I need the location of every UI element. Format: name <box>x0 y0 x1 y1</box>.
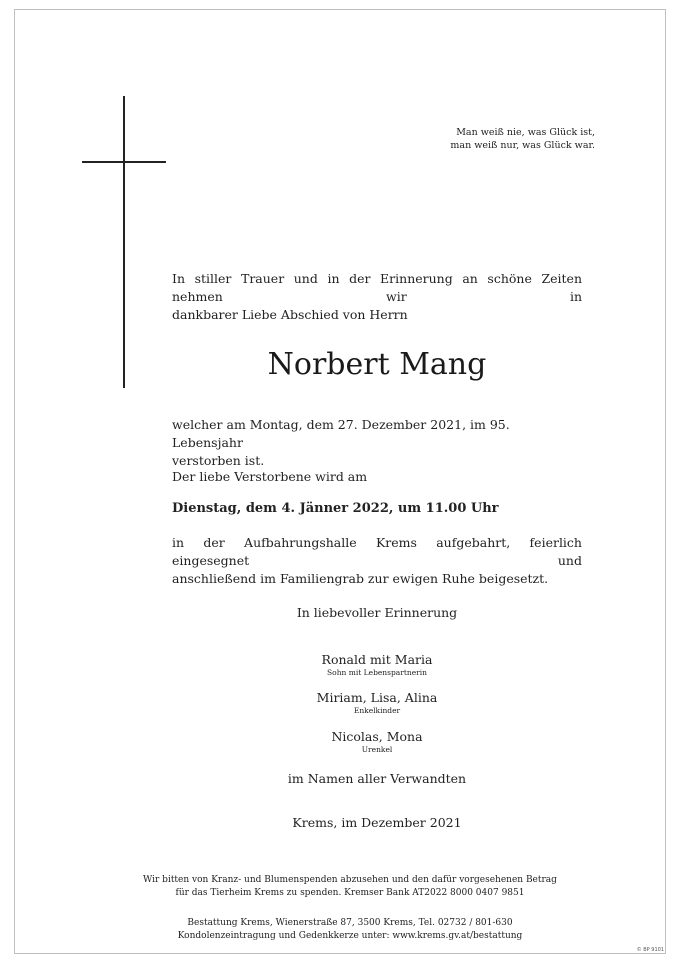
deceased-name: Norbert Mang <box>267 347 487 382</box>
mourner-names: Ronald mit Maria <box>321 652 433 667</box>
mourner-names: Miriam, Lisa, Alina <box>316 690 438 705</box>
memory-line: In liebevoller Erinnerung <box>296 605 458 620</box>
mourner-entry <box>172 690 582 716</box>
intro-line-2: dankbarer Liebe Abschied von Herrn <box>172 307 408 322</box>
donation-request-line-2: für das Tierheim Krems zu spenden. Kremser Bank AT2022 8000 0407 9851 <box>175 887 525 898</box>
donation-request-line-1: Wir bitten von Kranz- und Blumenspenden abzusehen und den dafür vorgesehenen Betrag <box>143 875 557 885</box>
donation-request <box>140 874 560 899</box>
intro-text <box>172 270 582 324</box>
funeral-home-line-1: Bestattung Krems, Wienerstraße 87, 3500 Krems, Tel. 02732 / 801-630 <box>187 918 513 928</box>
burial-info <box>172 534 582 588</box>
mourner-names: Nicolas, Mona <box>331 729 423 744</box>
death-info <box>172 416 582 470</box>
funeral-home-footer <box>140 917 560 942</box>
death-info-line-1: welcher am Montag, dem 27. Dezember 2021, im 95. Lebensjahr <box>172 417 510 450</box>
funeral-home-line-2: Kondolenzeintragung und Gedenkkerze unter: www.krems.gv.at/bestattung <box>177 930 523 941</box>
motto-line-1: Man weiß nie, was Glück ist, <box>456 127 595 138</box>
mourner-entry <box>172 652 582 678</box>
template-code: © BP 9101 <box>636 947 664 953</box>
funeral-date: Dienstag, dem 4. Jänner 2022, um 11.00 Uhr <box>172 501 499 516</box>
death-info-line-2: verstorben ist. <box>172 453 265 468</box>
mourner-relation: Enkelkinder <box>353 706 401 715</box>
mourner-entry <box>172 729 582 755</box>
relatives-line: im Namen aller Verwandten <box>287 771 467 786</box>
burial-info-line-2: anschließend im Familiengrab zur ewigen Ruhe beigesetzt. <box>172 571 549 586</box>
intro-line-1: In stiller Trauer und in der Erinnerung an schöne Zeiten nehmen wir in <box>172 271 582 304</box>
motto-line-2: man weiß nur, was Glück war. <box>450 140 595 151</box>
burial-info-line-1: in der Aufbahrungshalle Krems aufgebahrt, feierlich eingesegnet und <box>172 535 582 568</box>
announcement-text: Der liebe Verstorbene wird am <box>172 469 368 484</box>
mourner-relation: Sohn mit Lebenspartnerin <box>327 668 427 677</box>
cross-horizontal-bar <box>82 161 166 163</box>
cross-vertical-bar <box>123 96 125 388</box>
motto-quote <box>360 126 595 152</box>
mourner-relation: Urenkel <box>361 745 393 754</box>
place-date: Krems, im Dezember 2021 <box>292 815 462 830</box>
